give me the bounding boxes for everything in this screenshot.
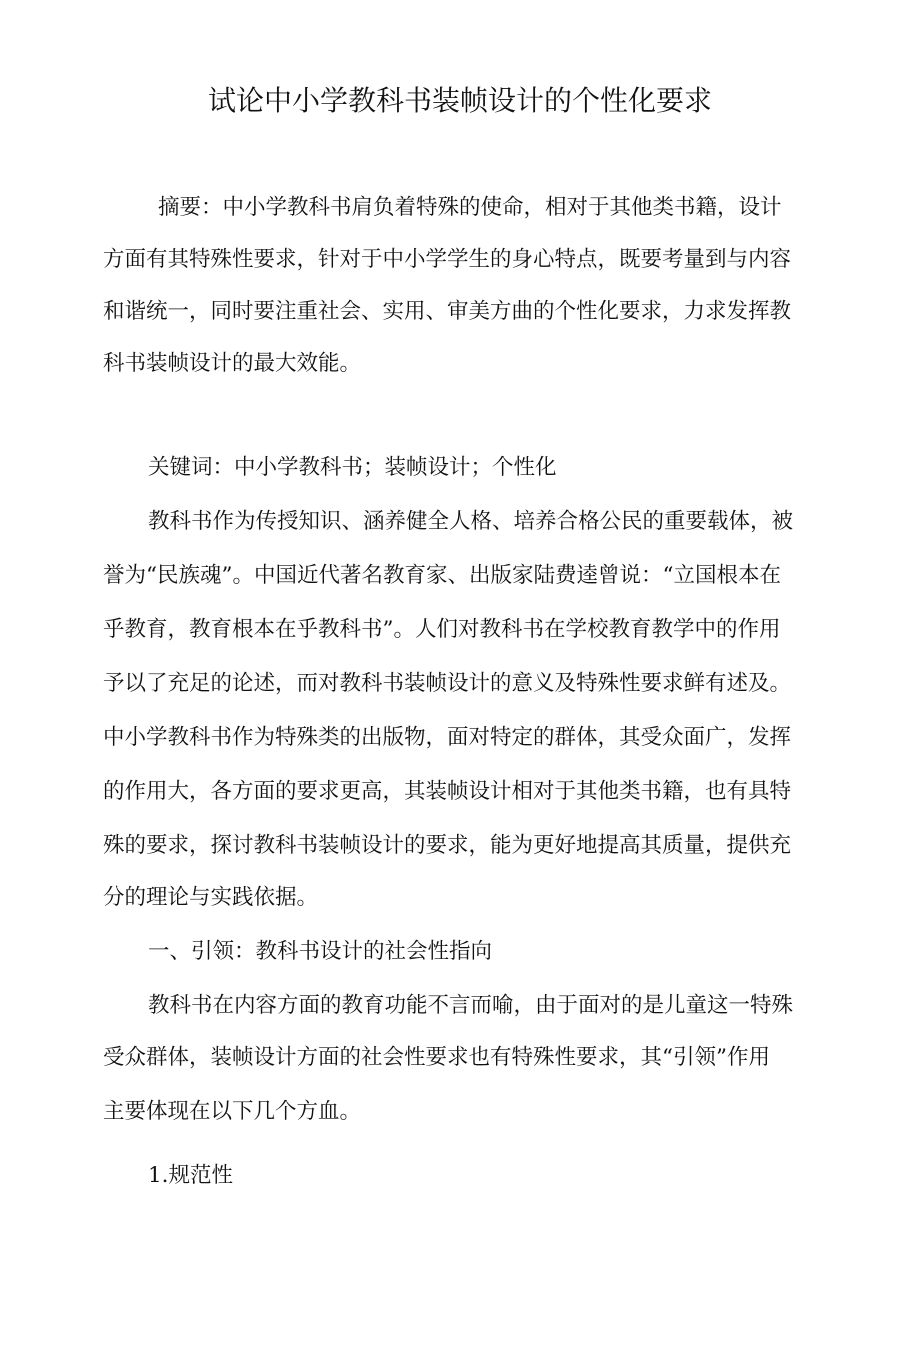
intro-line: 誉为“民族魂”。中国近代著名教育家、出版家陆费逵曾说：“立国根本在 [103,563,781,588]
intro-line: 分的理论与实践依据。 [103,885,319,910]
section-body-line: 受众群体，装帧设计方面的社会性要求也有特殊性要求，其“引领”作用 [103,1045,770,1070]
intro-line: 乎教育，教育根本在乎教科书”。人们对教科书在学校教育教学中的作用 [103,617,781,642]
intro-line: 教科书作为传授知识、涵养健全人格、培养合格公民的重要载体，被 [148,509,794,534]
abstract-line: 和谐统一，同时要注重社会、实用、审美方曲的个性化要求，力求发挥教 [103,299,792,324]
intro-line: 殊的要求，探讨教科书装帧设计的要求，能为更好地提高其质量，提供充 [103,833,792,858]
intro-line: 予以了充足的论述，而对教科书装帧设计的意义及特殊性要求鲜有述及。 [103,671,792,696]
intro-line: 的作用大，各方面的要求更高，其装帧设计相对于其他类书籍，也有具特 [103,779,792,804]
abstract-line: 科书装帧设计的最大效能。 [103,351,362,376]
abstract-line: 方面有其特殊性要求，针对于中小学学生的身心特点，既要考量到与内容 [103,247,792,272]
keywords: 关键词：中小学教科书；装帧设计；个性化 [148,455,557,480]
section-heading: 一、引领：教科书设计的社会性指向 [148,939,493,964]
section-body-line: 主要体现在以下几个方血。 [103,1099,362,1124]
intro-line: 中小学教科书作为特殊类的出版物，面对特定的群体，其受众面广，发挥 [103,725,792,750]
document-title: 试论中小学教科书装帧设计的个性化要求 [207,84,712,117]
subsection-heading: 1.规范性 [148,1163,234,1188]
section-body-line: 教科书在内容方面的教育功能不言而喻，由于面对的是儿童这一特殊 [148,993,794,1018]
abstract-line: 摘要：中小学教科书肩负着特殊的使命，相对于其他类书籍，设计 [158,195,782,220]
